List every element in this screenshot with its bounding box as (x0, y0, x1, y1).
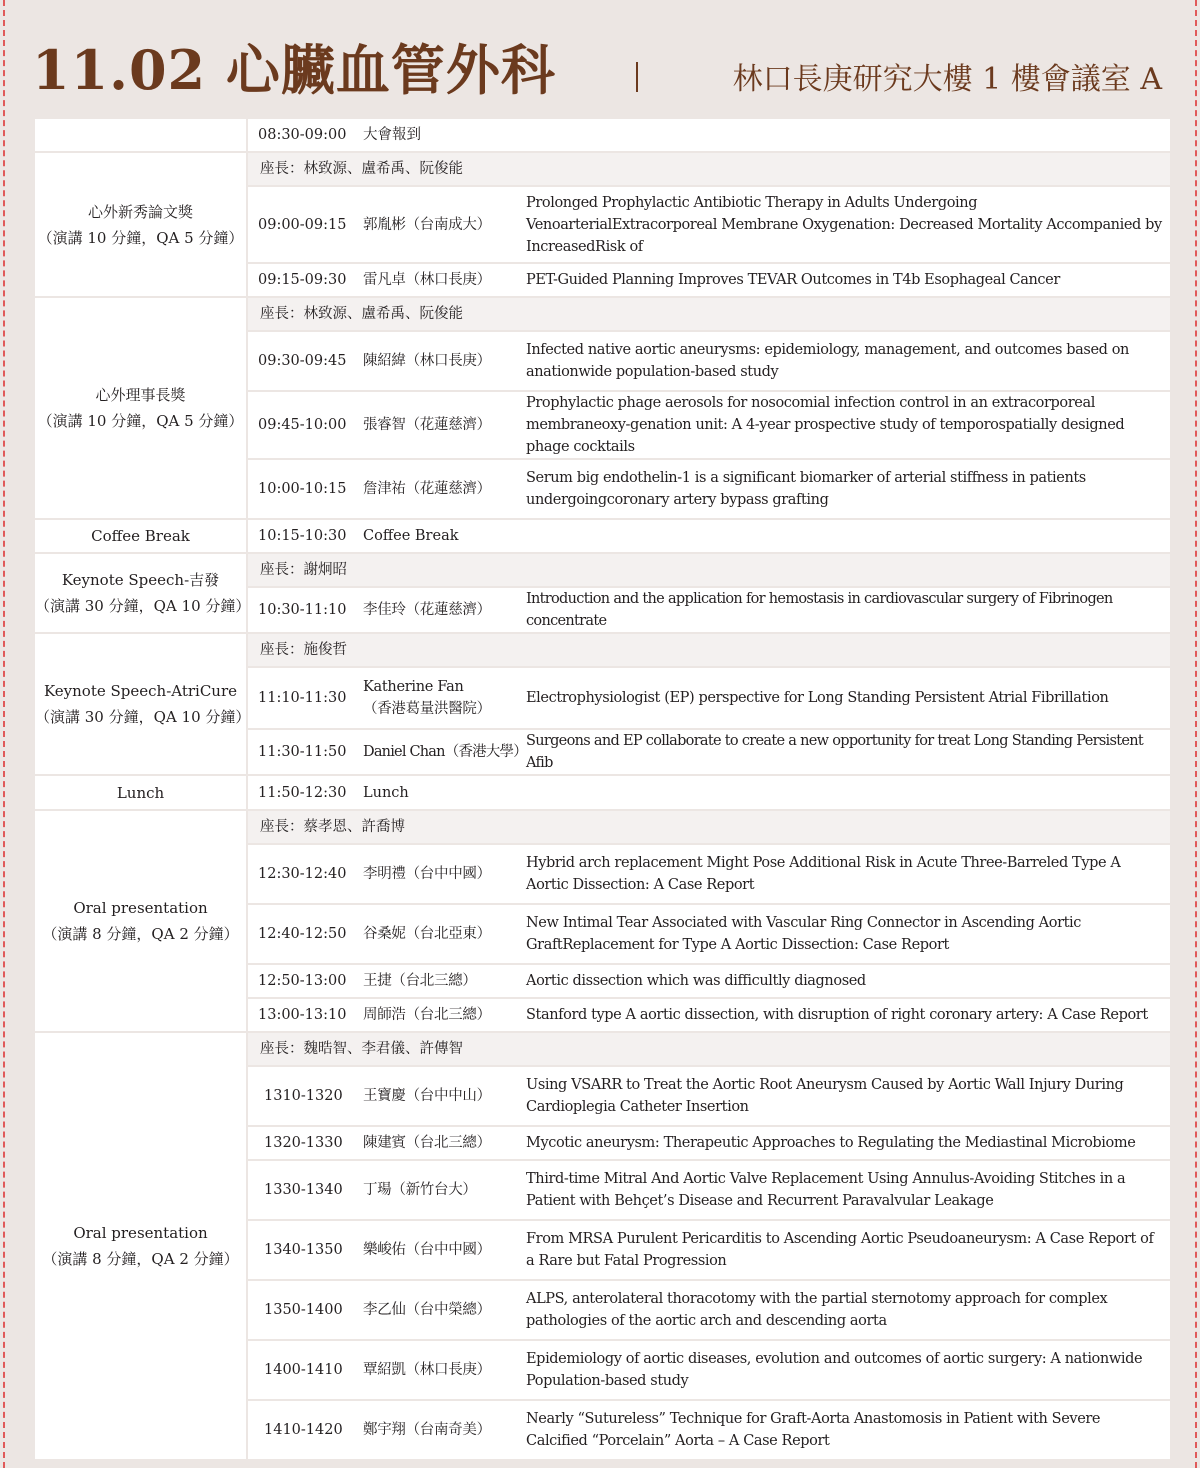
time-slot: 09:45-10:00 (258, 417, 347, 433)
session-note: （演講 8 分鐘，QA 2 分鐘） (42, 925, 239, 943)
talk-title: Prolonged Prophylactic Antibiotic Therapy in Adults Undergoing VenoarterialExtracorporeal Membrane Oxygenation: Decreased Mortality Accompanied by IncreasedRisk of (526, 194, 1162, 255)
talk-title: Infected native aortic aneurysms: epidemiology, management, and outcomes based on anationwide population-based study (526, 342, 1129, 380)
speaker: 郭胤彬（台南成大） (363, 216, 491, 233)
chair-row: 座長：林致源、盧希禹、阮俊能 (247, 297, 1170, 331)
time-slot: 11:30-11:50 (258, 744, 347, 760)
session-note: （演講 8 分鐘，QA 2 分鐘） (42, 1250, 239, 1268)
time-slot: 10:30-11:10 (258, 602, 347, 618)
table-row (35, 1032, 1170, 1066)
talk-title: Using VSARR to Treat the Aortic Root Aneurysm Caused by Aortic Wall Injury During Cardioplegia Catheter Insertion (526, 1077, 1124, 1115)
time-slot: 1330-1340 (264, 1182, 343, 1198)
right-dashed-border (1195, 0, 1197, 1468)
talk-title: Mycotic aneurysm: Therapeutic Approaches to Regulating the Mediastinal Microbiome (526, 1135, 1136, 1151)
speaker: 樂峻佑（台中中國） (363, 1242, 491, 1258)
time-slot: 1320-1330 (264, 1135, 343, 1151)
venue-label: 林口長庚研究大樓 1 樓會議室 A (732, 62, 1162, 97)
talk-title: ALPS, anterolateral thoracotomy with the partial sternotomy approach for complex pathologies of the aortic arch and descending aorta (526, 1291, 1108, 1329)
schedule-table (35, 119, 1170, 1461)
talk-title: Electrophysiologist (EP) perspective for Long Standing Persistent Atrial Fibrillation (526, 690, 1109, 706)
session-note: （演講 30 分鐘，QA 10 分鐘） (35, 708, 251, 726)
time-slot: 09:00-09:15 (258, 216, 347, 233)
time-slot: 10:00-10:15 (258, 481, 347, 497)
time-slot: 10:15-10:30 (258, 528, 347, 544)
talk-title: From MRSA Purulent Pericarditis to Ascending Aortic Pseudoaneurysm: A Case Report of a Rare but Fatal Progression (526, 1231, 1154, 1269)
speaker: 鄭宇翔（台南奇美） (363, 1422, 491, 1438)
speaker: 谷桑妮（台北亞東） (363, 926, 491, 942)
table-row (35, 519, 1170, 553)
chair-row: 座長：施俊哲 (247, 633, 1170, 667)
time-slot: 1310-1320 (264, 1088, 343, 1104)
speaker: 李明禮（台中中國） (363, 866, 491, 882)
session-name: 心外理事長獎 (95, 386, 186, 404)
talk-title: Prophylactic phage aerosols for nosocomial infection control in an extracorporeal membraneoxy-genation unit: A 4-year prospective study of temporospatially designed phage cocktails (526, 395, 1125, 455)
chair-row: 座長：蔡孝恩、許喬博 (247, 810, 1170, 844)
page-title: 11.02 心臟血管外科 (32, 38, 556, 102)
session-name: Keynote Speech-AtriCure (43, 682, 238, 700)
session-name: Coffee Break (91, 527, 190, 545)
speaker: 覃紹凱（林口長庚） (363, 1362, 491, 1378)
time-slot: 1350-1400 (264, 1302, 343, 1318)
session-note: （演講 10 分鐘，QA 5 分鐘） (37, 228, 244, 247)
table-row (35, 810, 1170, 844)
talk-title: Stanford type A aortic dissection, with disruption of right coronary artery: A Case Report (526, 1007, 1148, 1023)
break-label: Coffee Break (363, 528, 459, 544)
speaker: 周師浩（台北三總） (363, 1007, 491, 1023)
talk-title: Aortic dissection which was difficultly diagnosed (526, 973, 866, 989)
page-header (32, 24, 1172, 104)
talk-title: Nearly “Sutureless” Technique for Graft-Aorta Anastomosis in Patient with Severe Calcified “Porcelain” Aorta – A Case Report (526, 1411, 1101, 1449)
table-row (35, 152, 1170, 186)
talk-title: Hybrid arch replacement Might Pose Additional Risk in Acute Three-Barreled Type A Aortic Dissection: A Case Report (526, 855, 1121, 893)
session-cell (35, 519, 247, 553)
speaker: 陳紹緯（林口長庚） (363, 353, 491, 369)
session-name: Oral presentation (73, 899, 208, 917)
session-name: Oral presentation (73, 1224, 208, 1242)
talk-title: New Intimal Tear Associated with Vascular Ring Connector in Ascending Aortic GraftReplacement for Type A Aortic Dissection: Case Report (526, 915, 1081, 953)
time-slot: 12:30-12:40 (258, 866, 347, 882)
speaker: 張睿智（花蓮慈濟） (363, 417, 491, 433)
speaker: 王寶慶（台中中山） (363, 1088, 491, 1104)
time-slot: 12:40-12:50 (258, 926, 347, 942)
chair-row: 座長：謝炯昭 (247, 553, 1170, 587)
time-slot: 11:50-12:30 (258, 784, 347, 801)
talk-title: Surgeons and EP collaborate to create a new opportunity for treat Long Standing Persistent Afib (526, 733, 1144, 771)
time-slot: 1340-1350 (264, 1242, 343, 1258)
talk-title: Introduction and the application for hemostasis in cardiovascular surgery of Fibrinogen concentrate (526, 591, 1113, 629)
table-row (35, 553, 1170, 587)
chair-row: 座長：魏晧智、李君儀、許傳智 (247, 1032, 1170, 1066)
speaker: 詹津祐（花蓮慈濟） (363, 481, 491, 497)
session-cell (35, 553, 251, 633)
speaker: 陳建賓（台北三總） (363, 1135, 491, 1151)
session-cell (35, 633, 251, 775)
talk-title: Serum big endothelin-1 is a significant biomarker of arterial stiffness in patients undergoingcoronary artery bypass grafting (526, 470, 1086, 508)
talk-title: Epidemiology of aortic diseases, evolution and outcomes of aortic surgery: A nationwide Population-based study (526, 1351, 1143, 1389)
table-row (35, 297, 1170, 331)
speaker: 李佳玲（花蓮慈濟） (363, 602, 491, 618)
session-cell (35, 152, 247, 297)
chair-row: 座長：林致源、盧希禹、阮俊能 (247, 152, 1170, 186)
session-name: Keynote Speech-吉發 (61, 571, 220, 589)
talk-title: Third-time Mitral And Aortic Valve Replacement Using Annulus-Avoiding Stitches in a Patient with Behçet’s Disease and Recurrent Paravalvular Leakage (526, 1171, 1126, 1209)
table-row (35, 775, 1170, 810)
session-cell (35, 297, 247, 519)
table-row (35, 633, 1170, 667)
registration-label: 大會報到 (363, 127, 421, 143)
time-slot: 11:10-11:30 (258, 690, 347, 706)
table-row (35, 119, 1170, 152)
left-dashed-border (3, 0, 5, 1468)
speaker: 王捷（台北三總） (363, 973, 477, 989)
time-slot: 12:50-13:00 (258, 973, 347, 989)
time-slot: 09:15-09:30 (258, 272, 347, 288)
time-slot: 1400-1410 (264, 1362, 343, 1378)
break-label: Lunch (363, 784, 409, 801)
session-note: （演講 10 分鐘，QA 5 分鐘） (37, 412, 244, 430)
session-cell (35, 810, 247, 1032)
header-divider (636, 62, 638, 92)
time-slot: 09:30-09:45 (258, 353, 347, 369)
time-slot: 13:00-13:10 (258, 1007, 347, 1023)
session-cell (35, 775, 247, 810)
session-cell (35, 1032, 247, 1460)
speaker: 丁瑒（新竹台大） (363, 1182, 477, 1198)
talk-title: PET-Guided Planning Improves TEVAR Outcomes in T4b Esophageal Cancer (526, 272, 1060, 288)
speaker: 雷凡卓（林口長庚） (363, 272, 491, 288)
speaker: Daniel Chan（香港大學） (363, 744, 527, 760)
speaker: Katherine Fan （香港葛量洪醫院） (363, 679, 491, 717)
time-slot: 1410-1420 (264, 1422, 343, 1438)
session-name: Lunch (116, 783, 165, 802)
session-name: 心外新秀論文獎 (87, 202, 193, 221)
time-slot: 08:30-09:00 (258, 127, 347, 143)
speaker: 李乙仙（台中榮總） (363, 1302, 491, 1318)
session-note: （演講 30 分鐘，QA 10 分鐘） (35, 597, 251, 615)
